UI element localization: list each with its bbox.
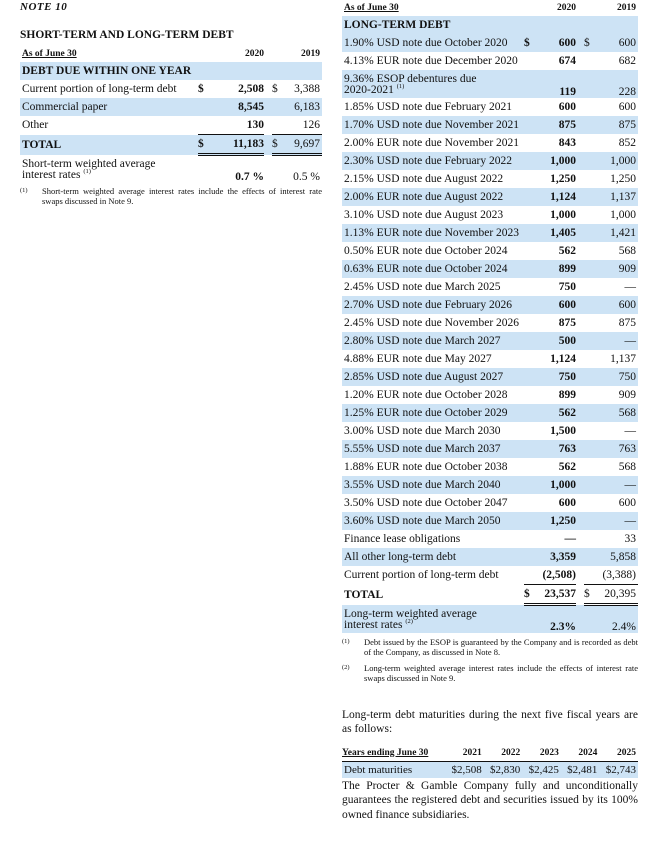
table-row [342, 476, 638, 494]
row-label: Debt maturities [342, 761, 445, 778]
table-row [342, 224, 638, 242]
row-label: Current portion of long-term debt [22, 83, 177, 95]
value-2020: 875 [536, 116, 576, 134]
table-row [342, 332, 638, 350]
year-header: 2025 [617, 747, 636, 758]
value-2019: 33 [624, 533, 636, 545]
value-2019: 568 [618, 461, 636, 473]
value-2020: 1,500 [550, 425, 576, 437]
row-label: 0.50% EUR note due October 2024 [344, 245, 508, 257]
value-2020: 750 [536, 368, 576, 386]
value-2019: 600 [596, 296, 638, 314]
row-label: Other [22, 119, 49, 132]
rate-2019: 2.4% [596, 605, 638, 633]
table-row: Current portion of long-term debt $ 2,508 $ 3,388 [20, 80, 322, 98]
long-term-debt-section [342, 0, 638, 822]
note-number: NOTE 10 [20, 1, 68, 13]
footnote: (1) Short-term weighted average interest rates include the effects of interest rate swaps discussed in Note 9. [20, 185, 322, 206]
value-2020: 1,000 [536, 152, 576, 170]
col-2019-header: 2019 [301, 49, 320, 59]
row-label: Commercial paper [20, 98, 198, 116]
as-of-label: As of June 30 [22, 49, 77, 59]
row-label: 0.63% EUR note due October 2024 [342, 260, 524, 278]
value-2019: — [596, 332, 638, 350]
col-2019-header: 2019 [617, 3, 636, 13]
row-label: 1.90% USD note due October 2020 [342, 34, 524, 52]
table-row [342, 188, 638, 206]
col-2020-header: 2020 [557, 3, 576, 13]
table-row [342, 368, 638, 386]
long-term-rows [342, 34, 638, 585]
as-of-label: As of June 30 [344, 3, 399, 13]
row-label: 2.00% EUR note due August 2022 [342, 188, 524, 206]
value-2019: 1,250 [610, 173, 636, 185]
row-label: 2.85% USD note due August 2027 [342, 368, 524, 386]
table-row [20, 62, 322, 80]
table-header-row [20, 46, 322, 62]
maturities-row [342, 761, 638, 778]
row-label: 4.88% EUR note due May 2027 [344, 353, 492, 365]
long-term-debt-heading: LONG-TERM DEBT [342, 16, 638, 34]
row-label: 9.36% ESOP debentures due 2020-2021 $^{(1)}$ [342, 70, 524, 98]
value-2019: 852 [618, 137, 636, 149]
row-label: 1.85% USD note due February 2021 [344, 101, 513, 113]
value-2019: 1,137 [596, 188, 638, 206]
table-row [342, 494, 638, 512]
value-2020: 899 [558, 389, 576, 401]
value-2019: 682 [618, 55, 636, 67]
year-header: 2021 [462, 747, 482, 758]
value-2020: 130 [210, 116, 264, 135]
table-row [20, 98, 322, 116]
row-label: 2.45% USD note due March 2025 [344, 281, 501, 293]
table-row [342, 134, 638, 152]
row-label: All other long-term debt [342, 548, 524, 566]
row-label: 1.13% EUR note due November 2023 [342, 224, 524, 242]
table-row [342, 458, 638, 476]
value-2020: 674 [558, 55, 576, 67]
maturity-value: $2,743 [599, 761, 638, 778]
row-label: 2.30% USD note due February 2022 [342, 152, 524, 170]
row-label: 3.10% USD note due August 2023 [344, 209, 504, 221]
total-row: TOTAL $ 23,537 $ 20,395 [342, 585, 638, 605]
value-2020: 1,250 [550, 173, 576, 185]
section-title: SHORT-TERM AND LONG-TERM DEBT [20, 29, 234, 41]
value-2020: 562 [558, 461, 576, 473]
table-row: 1.90% USD note due October 2020 $ 600 $ 600 [342, 34, 638, 52]
total-2019: 9,697 [284, 135, 322, 155]
value-2019: — [596, 476, 638, 494]
row-label: 3.50% USD note due October 2047 [344, 497, 508, 509]
row-label: 2.45% USD note due November 2026 [344, 317, 520, 329]
value-2019: 763 [596, 440, 638, 458]
table-row [342, 422, 638, 440]
debt-due-within-year-heading: DEBT DUE WITHIN ONE YEAR [20, 62, 322, 80]
value-2019: 600 [618, 497, 636, 509]
total-2019: 20,395 [596, 585, 638, 605]
value-2020: 1,250 [536, 512, 576, 530]
table-row [342, 386, 638, 404]
value-2019: 1,421 [596, 224, 638, 242]
table-header-row [342, 0, 638, 16]
value-2019: 875 [618, 317, 636, 329]
rate-label: Short-term weighted average interest rates $^{(1)}$ [22, 157, 156, 181]
row-label: 4.13% EUR note due December 2020 [344, 55, 518, 67]
table-row [342, 314, 638, 332]
long-term-debt-table [342, 0, 638, 633]
row-label: 2.15% USD note due August 2022 [344, 173, 504, 185]
rate-2020: 0.7 % [235, 170, 264, 183]
row-label: 3.55% USD note due March 2040 [342, 476, 524, 494]
short-term-debt-table [20, 46, 322, 183]
table-row [342, 530, 638, 548]
maturities-header-row [342, 745, 638, 762]
value-2019: 6,183 [284, 98, 322, 116]
table-row [342, 296, 638, 314]
value-2019: (3,388) [596, 566, 638, 585]
table-row [342, 440, 638, 458]
value-2019: 909 [596, 260, 638, 278]
table-row [342, 548, 638, 566]
value-2020: 600 [536, 296, 576, 314]
value-2020: 899 [536, 260, 576, 278]
table-row [342, 206, 638, 224]
value-2020: 562 [536, 404, 576, 422]
value-2020: 119 [536, 70, 576, 98]
total-label: TOTAL [20, 135, 198, 155]
row-label: 1.70% USD note due November 2021 [342, 116, 524, 134]
closing-paragraph: The Procter & Gamble Company fully and unconditionally guarantees the registered debt and securities issued by its 100% owned finance subsidiaries. [342, 779, 638, 821]
value-2020: 3,359 [536, 548, 576, 566]
rate-row [20, 155, 322, 183]
years-label: Years ending June 30 [342, 747, 429, 758]
table-row [342, 70, 638, 98]
value-2019: 568 [618, 245, 636, 257]
maturity-value: $2,481 [561, 761, 600, 778]
value-2019: 600 [596, 34, 638, 52]
value-2019: 1,137 [610, 353, 636, 365]
total-2020: 23,537 [536, 585, 576, 605]
value-2020: 2,508 [238, 83, 264, 95]
table-row [20, 116, 322, 135]
total-label: TOTAL [344, 588, 384, 601]
row-label: 3.00% USD note due March 2030 [344, 425, 501, 437]
value-2020: 500 [536, 332, 576, 350]
table-row [342, 566, 638, 585]
value-2019: 568 [596, 404, 638, 422]
table-row [342, 52, 638, 70]
row-label: 5.55% USD note due March 2037 [342, 440, 524, 458]
value-2020: 843 [558, 137, 576, 149]
table-row [342, 404, 638, 422]
table-row [342, 116, 638, 134]
value-2019: — [596, 512, 638, 530]
value-2019: 750 [596, 368, 638, 386]
row-label: 2.70% USD note due February 2026 [342, 296, 524, 314]
table-row [342, 16, 638, 34]
value-2019: 909 [618, 389, 636, 401]
value-2020: 750 [558, 281, 576, 293]
table-row [342, 242, 638, 260]
value-2020: 600 [536, 34, 576, 52]
row-label: Current portion of long-term debt [344, 569, 499, 582]
maturity-value: $2,508 [445, 761, 484, 778]
value-2019: 1,000 [596, 152, 638, 170]
value-2020: 1,124 [536, 188, 576, 206]
row-label: 3.60% USD note due March 2050 [342, 512, 524, 530]
year-header: 2023 [539, 747, 559, 758]
value-2019: 228 [596, 70, 638, 98]
total-2020: 11,183 [210, 135, 264, 155]
value-2019: 3,388 [294, 83, 320, 95]
row-label: 2.00% EUR note due November 2021 [344, 137, 520, 149]
maturity-value: $2,425 [522, 761, 561, 778]
year-header: 2022 [501, 747, 521, 758]
maturities-table [342, 745, 638, 778]
total-row: TOTAL $ 11,183 $ 9,697 [20, 135, 322, 155]
rate-label: Long-term weighted average interest rates $^{(2)}$ [342, 605, 524, 633]
maturity-value: $2,830 [484, 761, 523, 778]
row-label: 2.80% USD note due March 2027 [342, 332, 524, 350]
value-2020: 600 [558, 497, 576, 509]
table-row [342, 152, 638, 170]
value-2020: 763 [536, 440, 576, 458]
year-header: 2024 [578, 747, 598, 758]
value-2020: 1,124 [550, 353, 576, 365]
footnote: (2) Long-term weighted average interest rates include the effects of interest rate swaps discussed in Note 9. [342, 662, 638, 683]
value-2020: — [564, 533, 576, 545]
table-row [342, 512, 638, 530]
table-row [342, 98, 638, 116]
value-2019: 600 [618, 101, 636, 113]
table-row [342, 260, 638, 278]
table-row [342, 350, 638, 368]
value-2020: 875 [558, 317, 576, 329]
rate-2019: 0.5 % [293, 170, 320, 183]
value-2019: 1,000 [610, 209, 636, 221]
table-row [342, 170, 638, 188]
row-label: Finance lease obligations [344, 533, 461, 545]
maturities-intro: Long-term debt maturities during the next five fiscal years are as follows: [342, 708, 638, 735]
short-term-debt-section [20, 0, 322, 207]
value-2019: 875 [596, 116, 638, 134]
value-2020: 562 [558, 245, 576, 257]
value-2020: 1,000 [550, 209, 576, 221]
rate-row [342, 605, 638, 633]
value-2020: 8,545 [210, 98, 264, 116]
value-2019: — [624, 281, 636, 293]
value-2020: (2,508) [536, 566, 576, 585]
row-label: 1.20% EUR note due October 2028 [344, 389, 508, 401]
rate-2020: 2.3% [536, 605, 576, 633]
table-row [342, 278, 638, 296]
value-2019: 5,858 [596, 548, 638, 566]
row-label: 1.88% EUR note due October 2038 [344, 461, 508, 473]
value-2020: 1,000 [536, 476, 576, 494]
value-2019: 126 [284, 116, 322, 135]
value-2019: — [624, 425, 636, 437]
value-2020: 1,405 [536, 224, 576, 242]
col-2020-header: 2020 [245, 49, 264, 59]
row-label: 1.25% EUR note due October 2029 [342, 404, 524, 422]
value-2020: 600 [558, 101, 576, 113]
footnote: (1) Debt issued by the ESOP is guaranteed by the Company and is recorded as debt of the Company, as discussed in Note 8. [342, 636, 638, 657]
